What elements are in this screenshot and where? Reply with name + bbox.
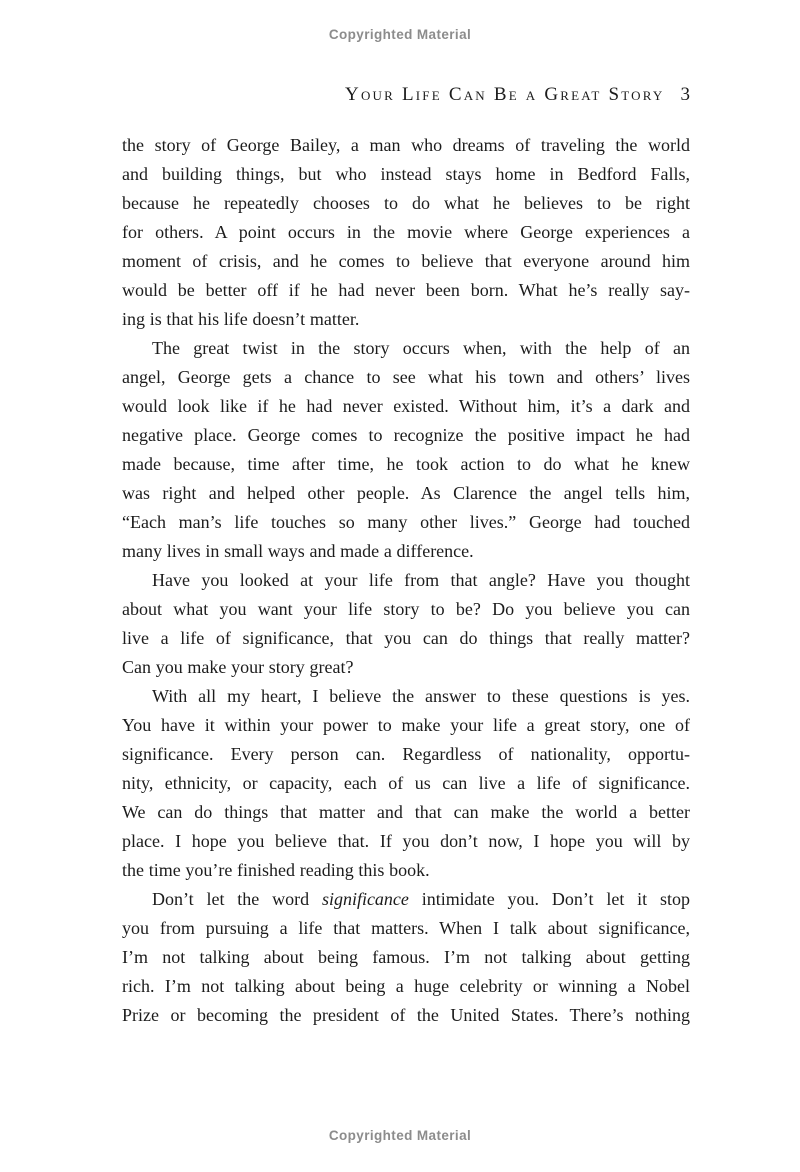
paragraph xyxy=(122,334,690,566)
text-line: rich. I’m not talking about being a huge celebrity or winning a Nobel xyxy=(122,976,690,996)
text-line: and building things, but who instead stays home in Bedford Falls, xyxy=(122,164,690,184)
text-line: Prize or becoming the president of the United States. There’s nothing xyxy=(122,1005,690,1025)
text-line: angel, George gets a chance to see what his town and others’ lives xyxy=(122,367,690,387)
text-line: would be better off if he had never been born. What he’s really say- xyxy=(122,280,690,300)
text-line: the time you’re finished reading this book. xyxy=(122,860,430,880)
text-line: because he repeatedly chooses to do what he believes to be right xyxy=(122,193,690,213)
copyright-notice-bottom: Copyrighted Material xyxy=(328,1128,472,1143)
text-line: Don’t let the word significance intimidate you. Don’t let it stop xyxy=(152,889,690,909)
text-line: significance. Every person can. Regardless of nationality, opportu- xyxy=(122,744,690,764)
text-line: for others. A point occurs in the movie where George experiences a xyxy=(122,222,690,242)
text-line: moment of crisis, and he comes to believe that everyone around him xyxy=(122,251,690,271)
text-line: place. I hope you believe that. If you don’t now, I hope you will by xyxy=(122,831,690,851)
running-header xyxy=(122,84,690,106)
text-line: Can you make your story great? xyxy=(122,657,354,677)
text-line: With all my heart, I believe the answer to these questions is yes. xyxy=(152,686,690,706)
text-line: the story of George Bailey, a man who dreams of traveling the world xyxy=(122,135,690,155)
copyright-notice-top: Copyrighted Material xyxy=(328,27,472,42)
text-line: Have you looked at your life from that angle? Have you thought xyxy=(152,570,690,590)
text-line: you from pursuing a life that matters. When I talk about significance, xyxy=(122,918,690,938)
page-number: 3 xyxy=(680,84,690,105)
paragraph xyxy=(122,131,690,334)
text-line: nity, ethnicity, or capacity, each of us can live a life of significance. xyxy=(122,773,690,793)
text-line: was right and helped other people. As Clarence the angel tells him, xyxy=(122,483,690,503)
text-line: many lives in small ways and made a difference. xyxy=(122,541,474,561)
text-line: ing is that his life doesn’t matter. xyxy=(122,309,360,329)
text-line: You have it within your power to make your life a great story, one of xyxy=(122,715,690,735)
text-line: would look like if he had never existed. Without him, it’s a dark and xyxy=(122,396,690,416)
page-body xyxy=(122,131,690,1030)
text-line: negative place. George comes to recognize the positive impact he had xyxy=(122,425,690,445)
paragraph xyxy=(122,885,690,1030)
text-line: live a life of significance, that you can do things that really matter? xyxy=(122,628,690,648)
paragraph xyxy=(122,566,690,682)
running-header-title: Your Life Can Be a Great Story xyxy=(345,84,665,105)
text-line: We can do things that matter and that can make the world a better xyxy=(122,802,690,822)
text-line: The great twist in the story occurs when, with the help of an xyxy=(152,338,690,358)
text-line: I’m not talking about being famous. I’m not talking about getting xyxy=(122,947,690,967)
paragraph xyxy=(122,682,690,885)
text-line: about what you want your life story to be? Do you believe you can xyxy=(122,599,690,619)
text-line: made because, time after time, he took action to do what he knew xyxy=(122,454,690,474)
text-line: “Each man’s life touches so many other lives.” George had touched xyxy=(122,512,690,532)
